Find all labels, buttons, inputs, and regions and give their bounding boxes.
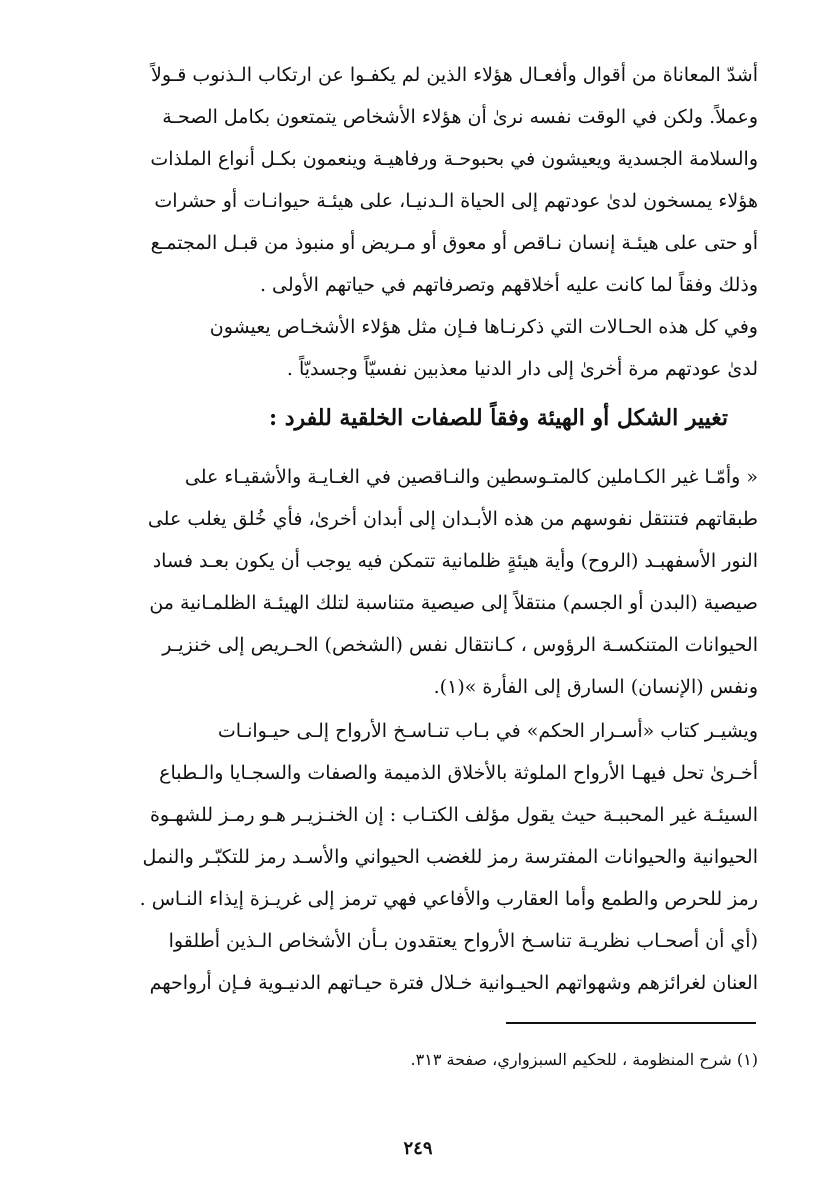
text-line: السيئـة غير المحببـة حيث يقول مؤلف الكتـاب : إن الخنـزيـر هـو رمـز للشهـوة [149, 804, 758, 826]
text-line: صيصية (البدن أو الجسم) منتقلاً إلى صيصية متناسبة لتلك الهيئـة الظلمـانية من [149, 592, 758, 614]
text-line: هؤلاء يمسخون لدىٰ عودتهم إلى الحياة الـدنيـا، على هيئـة حيوانـات أو حشرات [154, 190, 758, 212]
paragraph-1 [78, 54, 758, 306]
text-line: رمز للحرص والطمع وأما العقارب والأفاعي فهي ترمز إلى غريـزة إيذاء النـاس . [139, 888, 758, 910]
text-line: (أي أن أصحـاب نظريـة تناسـخ الأرواح يعتقدون بـأن الأشخاص الـذين أطلقوا [168, 930, 758, 952]
section-heading: تغيير الشكل أو الهيئة وفقاً للصفات الخلقية للفرد : [268, 405, 728, 431]
text-line: وعملاً. ولكن في الوقت نفسه نرىٰ أن هؤلاء الأشخاص يتمتعون بكامل الصحـة [162, 106, 758, 128]
text-line: ونفس (الإنسان) السارق إلى الفأرة »(١). [433, 676, 758, 698]
text-line: طبقاتهم فتنتقل نفوسهم من هذه الأبـدان إلى أبدان أخرىٰ، فأي خُلق يغلب على [147, 508, 758, 530]
paragraph-2 [78, 306, 758, 390]
paragraph-4 [78, 710, 758, 1004]
text-line: الحيوانات المتنكسـة الرؤوس ، كـانتقال نفس (الشخص) الحـريص إلى خنزيـر [162, 634, 758, 656]
text-line: أشدّ المعاناة من أقوال وأفعـال هؤلاء الذين لم يكفـوا عن ارتكاب الـذنوب قـولاً [151, 64, 758, 86]
text-line: الحيوانية والحيوانات المفترسة رمز للغضب الحيواني والأسـد رمز للتكبّـر والنمل [142, 846, 758, 868]
page-number: ٢٤٩ [403, 1138, 433, 1159]
paragraph-3 [78, 456, 758, 708]
footnote-divider [506, 1022, 756, 1024]
text-line: النور الأسفهبـد (الروح) وأية هيئةٍ ظلمانية تتمكن فيه يوجب أن يكون بعـد فساد [152, 550, 758, 572]
text-line: لدىٰ عودتهم مرة أخرىٰ إلى دار الدنيا معذبين نفسيّاً وجسديّاً . [286, 358, 758, 380]
text-line: وذلك وفقاً لما كانت عليه أخلاقهم وتصرفاتهم في حياتهم الأولى . [259, 274, 758, 296]
text-line: أو حتى على هيئـة إنسان نـاقص أو معوق أو مـريض أو منبوذ من قبـل المجتمـع [150, 232, 758, 254]
text-line: وفي كل هذه الحـالات التي ذكرنـاها فـإن مثل هؤلاء الأشخـاص يعيشون [209, 316, 758, 338]
text-line: أخـرىٰ تحل فيهـا الأرواح الملوثة بالأخلاق الذميمة والصفات والسجـايا والـطباع [159, 762, 758, 784]
text-line: والسلامة الجسدية ويعيشون في بحبوحـة ورفاهيـة وينعمون بكـل أنواع الملذات [150, 148, 758, 170]
text-line: ويشيـر كتاب «أسـرار الحكم» في بـاب تنـاسـخ الأرواح إلـى حيـوانـات [217, 720, 758, 742]
text-line: « وأمّـا غير الكـاملين كالمتـوسطين والنـاقصين في الغـايـة والأشقيـاء على [184, 466, 758, 488]
text-line: العنان لغرائزهم وشهواتهم الحيـوانية خـلال فترة حيـاتهم الدنيـوية فـإن أرواحهم [149, 972, 758, 994]
footnote: (١) شرح المنظومة ، للحكيم السبزواري، صفحة ٣١٣. [410, 1050, 758, 1069]
